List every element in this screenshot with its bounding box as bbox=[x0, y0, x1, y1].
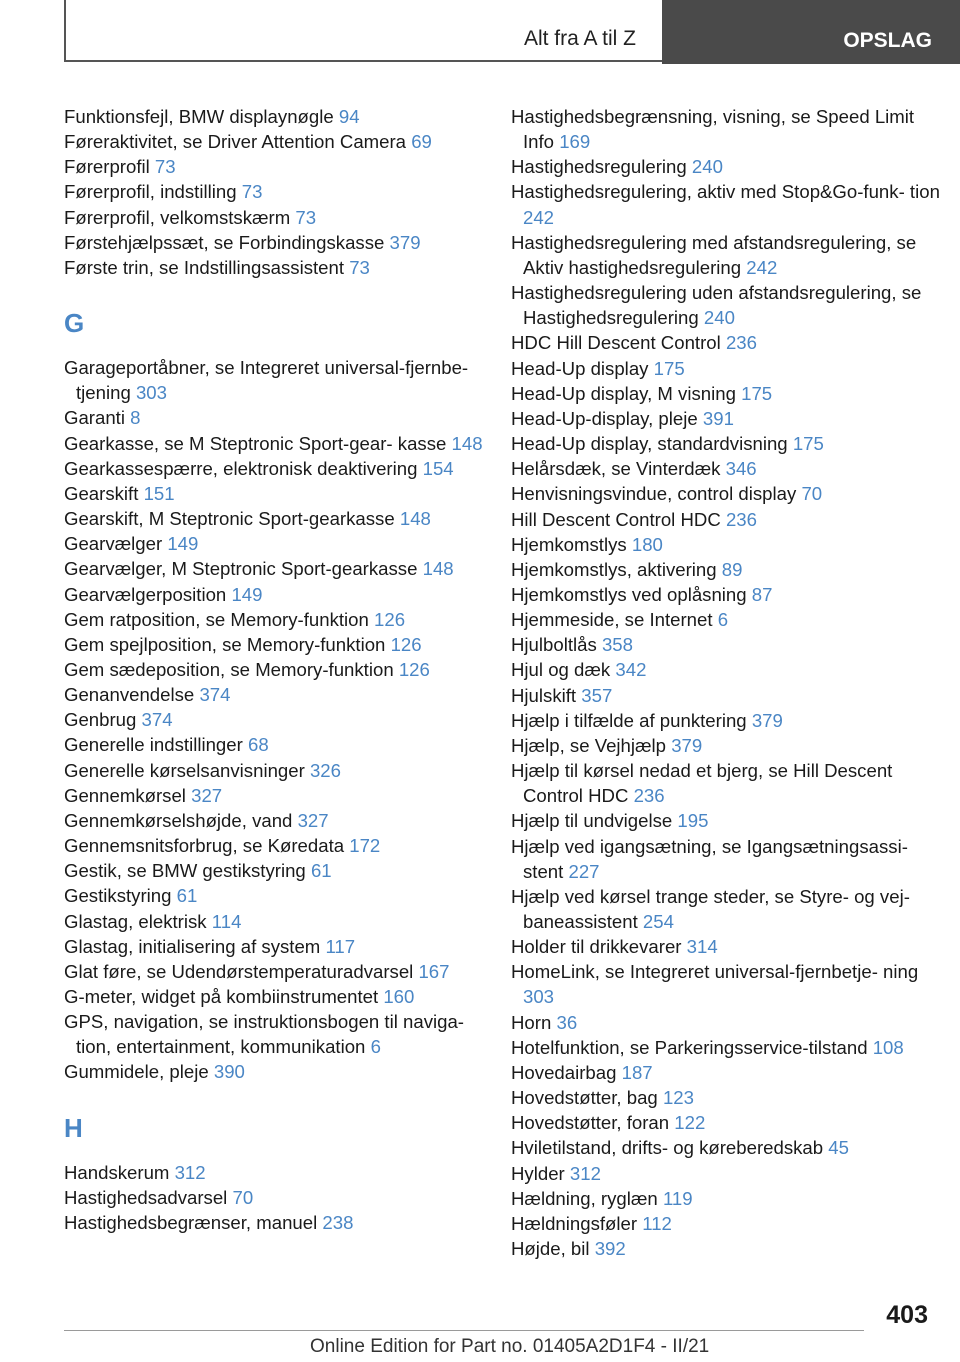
index-entry bbox=[64, 707, 484, 732]
index-page-link[interactable]: 126 bbox=[398, 658, 430, 680]
index-page-link[interactable]: 94 bbox=[338, 106, 360, 127]
index-page-link[interactable]: 358 bbox=[601, 634, 633, 656]
index-entry bbox=[511, 532, 941, 557]
index-entry-text: Førerprofil, indstilling bbox=[64, 181, 237, 203]
index-page-link[interactable]: 122 bbox=[674, 1112, 706, 1134]
index-entry-text: Hældningsføler bbox=[511, 1212, 638, 1234]
footer-divider bbox=[64, 1330, 864, 1331]
index-entry-text: Hastighedsregulering, aktiv med Stop&Go-funk‐ tion bbox=[511, 181, 940, 203]
index-entry bbox=[64, 657, 484, 682]
index-page-link[interactable]: 346 bbox=[725, 458, 757, 480]
index-entry bbox=[511, 431, 941, 456]
index-entry-text: Gearskift, M Steptronic Sport-gearkasse bbox=[64, 508, 395, 530]
index-entry-text: Hjulskift bbox=[511, 684, 577, 706]
index-entry bbox=[64, 255, 484, 280]
index-page-link[interactable]: 45 bbox=[828, 1137, 849, 1159]
index-entry bbox=[64, 682, 484, 707]
index-entry-text: G-meter, widget på kombiinstrumentet bbox=[64, 986, 379, 1007]
index-page-link[interactable]: 227 bbox=[568, 860, 600, 882]
index-entry-text: Handskerum bbox=[64, 1161, 170, 1183]
index-entry-text: Gem spejlposition, se Memory-funktion bbox=[64, 633, 386, 655]
index-page-link[interactable]: 69 bbox=[411, 131, 432, 153]
index-entry-text: Gearskift bbox=[64, 482, 139, 504]
index-entry bbox=[511, 607, 941, 632]
section-title: Alt fra A til Z bbox=[523, 27, 636, 50]
index-column-right bbox=[511, 104, 941, 1261]
index-entry-text: Hylder bbox=[511, 1162, 565, 1184]
index-entry bbox=[64, 1059, 484, 1084]
index-entry bbox=[64, 154, 484, 179]
index-entry bbox=[511, 1211, 941, 1236]
index-entry bbox=[64, 205, 484, 230]
index-entry bbox=[511, 381, 941, 406]
index-page-link[interactable]: 89 bbox=[721, 558, 743, 580]
index-entry-text: Glastag, elektrisk bbox=[64, 910, 207, 932]
index-page-link[interactable]: 36 bbox=[556, 1011, 578, 1033]
index-entry bbox=[511, 280, 941, 330]
index-page-link[interactable]: 240 bbox=[691, 156, 723, 178]
index-entry-text: Head-Up-display, pleje bbox=[511, 407, 698, 429]
index-entry bbox=[64, 1185, 484, 1210]
index-entry-text: Glat føre, se Udendørstemperaturadvarsel bbox=[64, 960, 414, 982]
index-entry bbox=[511, 507, 941, 532]
index-entry bbox=[64, 883, 484, 908]
index-entry-text: Gestikstyring bbox=[64, 885, 172, 907]
index-page-link[interactable]: 61 bbox=[310, 860, 332, 882]
index-entry bbox=[64, 607, 484, 632]
index-page-link[interactable]: 312 bbox=[174, 1161, 206, 1183]
index-entry-text: Gem ratposition, se Memory-funktion bbox=[64, 608, 369, 630]
index-entry bbox=[64, 179, 484, 204]
index-page-link[interactable]: 240 bbox=[703, 307, 735, 329]
index-entry bbox=[511, 1110, 941, 1135]
index-entry bbox=[511, 1236, 941, 1261]
index-entry-text: Hovedairbag bbox=[511, 1061, 617, 1083]
index-entry-text: Genanvendelse bbox=[64, 684, 195, 706]
index-page-link[interactable]: 149 bbox=[231, 583, 263, 605]
index-entry bbox=[511, 1085, 941, 1110]
index-entry-text: Hjælp i tilfælde af punktering bbox=[511, 709, 747, 731]
index-entry-text: Føreraktivitet, se Driver Attention Camera bbox=[64, 131, 407, 153]
index-entry bbox=[64, 783, 484, 808]
index-entry bbox=[511, 582, 941, 607]
index-page-link[interactable]: 117 bbox=[325, 935, 356, 957]
index-entry bbox=[511, 834, 941, 884]
index-entry bbox=[511, 356, 941, 381]
index-page-link[interactable]: 357 bbox=[581, 684, 613, 706]
index-entry-text: Hjemkomstlys ved oplåsning bbox=[511, 583, 747, 605]
index-page-link[interactable]: 180 bbox=[631, 533, 663, 555]
index-page-link[interactable]: 379 bbox=[389, 231, 421, 253]
index-entry-text: HDC Hill Descent Control bbox=[511, 332, 721, 354]
index-entry-text: Gearvælger, M Steptronic Sport-gearkasse bbox=[64, 558, 418, 580]
index-entry bbox=[511, 1161, 941, 1186]
index-entry bbox=[64, 1210, 484, 1235]
index-page-link[interactable]: 374 bbox=[199, 684, 231, 706]
index-entry-text: Førstehjælpssæt, se Forbindingskasse bbox=[64, 231, 385, 253]
index-page-link[interactable]: 68 bbox=[247, 734, 269, 756]
index-column-left bbox=[64, 104, 484, 1235]
index-page-link[interactable]: 148 bbox=[399, 508, 431, 530]
index-page-link[interactable]: 392 bbox=[594, 1238, 626, 1260]
index-entry bbox=[511, 1060, 941, 1085]
index-entry-text: Hastighedsbegrænser, manuel bbox=[64, 1211, 318, 1233]
index-entry bbox=[64, 431, 484, 456]
index-entry bbox=[511, 1035, 941, 1060]
index-page-link[interactable]: 112 bbox=[642, 1212, 672, 1234]
index-page-link[interactable]: 108 bbox=[872, 1036, 904, 1058]
index-page-link[interactable]: 175 bbox=[792, 433, 824, 455]
index-entry-text: Hjælp ved igangsætning, se Igangsætningsassi‐ stent bbox=[511, 835, 908, 882]
index-entry bbox=[511, 657, 941, 682]
index-page-link[interactable]: 326 bbox=[309, 759, 341, 781]
index-page-link[interactable]: 236 bbox=[725, 332, 757, 354]
index-entry-text: Gearvælgerposition bbox=[64, 583, 227, 605]
index-page-link[interactable]: 73 bbox=[241, 181, 263, 203]
page-number: 403 bbox=[886, 1301, 928, 1329]
index-page-link[interactable]: 242 bbox=[746, 256, 778, 278]
index-page-link[interactable]: 126 bbox=[374, 608, 406, 630]
index-entry bbox=[64, 1009, 484, 1059]
index-entry bbox=[64, 732, 484, 757]
index-entry bbox=[64, 758, 484, 783]
index-page-link[interactable]: 61 bbox=[176, 885, 198, 907]
index-page-link[interactable]: 70 bbox=[232, 1186, 254, 1208]
chapter-tab-label: OPSLAG bbox=[843, 29, 932, 52]
index-page-link[interactable]: 148 bbox=[422, 558, 454, 580]
index-page-link[interactable]: 6 bbox=[370, 1036, 381, 1058]
index-entry-text: Gummidele, pleje bbox=[64, 1061, 209, 1083]
index-page-link[interactable]: 70 bbox=[801, 483, 823, 505]
index-entry bbox=[511, 683, 941, 708]
index-page-link[interactable]: 160 bbox=[383, 986, 415, 1007]
index-entry-text: Gem sædeposition, se Memory-funktion bbox=[64, 658, 394, 680]
index-entry bbox=[64, 959, 484, 984]
index-page-link[interactable]: 148 bbox=[451, 432, 483, 454]
index-entry-text: Hjemmeside, se Internet bbox=[511, 609, 713, 631]
index-entry-text: Hovedstøtter, bag bbox=[511, 1087, 658, 1109]
index-entry-text: Hjul og dæk bbox=[511, 659, 611, 681]
index-entry bbox=[511, 481, 941, 506]
index-page-link[interactable]: 6 bbox=[717, 609, 729, 631]
index-entry bbox=[511, 179, 941, 229]
index-entry bbox=[64, 984, 484, 1009]
index-entry bbox=[64, 129, 484, 154]
index-entry-text: Generelle indstillinger bbox=[64, 734, 243, 756]
index-page-link[interactable]: 149 bbox=[167, 533, 199, 555]
index-entry bbox=[64, 355, 484, 405]
index-page-link[interactable]: 73 bbox=[295, 206, 317, 228]
index-entry-text: Horn bbox=[511, 1011, 552, 1033]
index-entry bbox=[64, 531, 484, 556]
index-entry-text: Hastighedsadvarsel bbox=[64, 1186, 228, 1208]
index-entry-text: Førerprofil, velkomstskærm bbox=[64, 206, 291, 228]
index-page-link[interactable]: 312 bbox=[569, 1162, 601, 1184]
index-entry-text: Garageportåbner, se Integreret universal-fjernbe‐ tjening bbox=[64, 357, 469, 404]
index-entry-text: Hastighedsbegrænsning, visning, se Speed Limit Info bbox=[511, 106, 915, 153]
index-page-link[interactable]: 73 bbox=[349, 256, 370, 278]
index-entry-text: Hill Descent Control HDC bbox=[511, 508, 721, 530]
index-entry-text: Helårsdæk, se Vinterdæk bbox=[511, 458, 721, 480]
index-entry-text: Gearkasse, se M Steptronic Sport-gear‐ kasse bbox=[64, 432, 447, 454]
index-entry-text: GPS, navigation, se instruktionsbogen til naviga‐ tion, entertainment, kommunikation bbox=[64, 1011, 464, 1058]
index-page-link[interactable]: 73 bbox=[154, 156, 176, 178]
index-page-link[interactable]: 236 bbox=[633, 785, 665, 807]
index-page-link[interactable]: 187 bbox=[621, 1061, 653, 1083]
index-page-link[interactable]: 254 bbox=[642, 911, 674, 932]
index-page-link[interactable]: 154 bbox=[422, 457, 454, 479]
index-page-link[interactable]: 314 bbox=[686, 936, 718, 958]
index-page-link[interactable]: 303 bbox=[135, 382, 167, 404]
index-entry-text: Gennemkørselshøjde, vand bbox=[64, 809, 293, 831]
index-entry bbox=[64, 456, 484, 481]
index-page-link[interactable]: 172 bbox=[349, 835, 381, 857]
index-entry bbox=[64, 909, 484, 934]
index-entry-text: Gennemsnitsforbrug, se Køredata bbox=[64, 835, 345, 857]
index-entry bbox=[511, 733, 941, 758]
index-entry-text: Hastighedsregulering uden afstandsregulering, se Hastighedsregulering bbox=[511, 282, 922, 329]
index-page-link[interactable]: 175 bbox=[741, 382, 773, 404]
index-entry bbox=[64, 833, 484, 858]
index-entry bbox=[511, 632, 941, 657]
index-entry-text: Hjemkomstlys, aktivering bbox=[511, 558, 717, 580]
index-entry bbox=[511, 808, 941, 833]
index-letter-heading: G bbox=[64, 308, 85, 339]
index-page-link[interactable]: 175 bbox=[653, 357, 685, 379]
index-entry-text: Glastag, initialisering af system bbox=[64, 935, 321, 957]
index-entry-text: Hotelfunktion, se Parkeringsservice-tilstand bbox=[511, 1036, 868, 1058]
index-entry-text: Højde, bil bbox=[511, 1238, 590, 1260]
index-page-link[interactable]: 169 bbox=[559, 131, 591, 153]
index-page-link[interactable]: 236 bbox=[725, 508, 757, 530]
index-entry-text: Generelle kørselsanvisninger bbox=[64, 759, 305, 781]
index-entry bbox=[64, 858, 484, 883]
index-entry-text: Gearvælger bbox=[64, 533, 163, 555]
index-page-link[interactable]: 342 bbox=[615, 659, 647, 681]
index-entry-text: Henvisningsvindue, control display bbox=[511, 483, 797, 505]
index-entry-text: Gestik, se BMW gestikstyring bbox=[64, 860, 306, 882]
index-entry bbox=[511, 708, 941, 733]
index-entry-text: Første trin, se Indstillingsassistent bbox=[64, 256, 345, 278]
index-page-link[interactable]: 126 bbox=[390, 633, 422, 655]
index-entry bbox=[511, 330, 941, 355]
footer-edition-text: Online Edition for Part no. 01405A2D1F4 - II/21 bbox=[310, 1336, 710, 1357]
index-page-link[interactable]: 374 bbox=[141, 709, 173, 731]
index-page-link[interactable]: 114 bbox=[211, 910, 242, 932]
index-entry-text: Hastighedsregulering med afstandsregulering, se Aktiv hastighedsregulering bbox=[511, 231, 917, 278]
index-page-link[interactable]: 195 bbox=[677, 810, 709, 832]
index-page-link[interactable]: 123 bbox=[662, 1087, 694, 1109]
index-entry-text: Head-Up display, M visning bbox=[511, 382, 736, 404]
index-entry bbox=[511, 104, 941, 154]
index-page-link[interactable]: 327 bbox=[297, 809, 329, 831]
index-entry-text: Gennemkørsel bbox=[64, 784, 186, 806]
index-entry bbox=[511, 230, 941, 280]
index-entry bbox=[511, 1135, 941, 1160]
index-entry-text: Hastighedsregulering bbox=[511, 156, 687, 178]
index-entry bbox=[64, 1160, 484, 1185]
index-page-link[interactable]: 303 bbox=[523, 986, 555, 1008]
index-entry-text: Hviletilstand, drifts- og køreberedskab bbox=[511, 1137, 824, 1159]
index-entry bbox=[511, 934, 941, 959]
index-entry-text: Hjælp ved kørsel trange steder, se Styre- og vej‐ baneassistent bbox=[511, 885, 910, 932]
index-entry-text: Head-Up display, standardvisning bbox=[511, 433, 788, 455]
index-entry-text: HomeLink, se Integreret universal-fjernbetje‐ ning bbox=[511, 961, 919, 983]
index-page-link[interactable]: 242 bbox=[523, 206, 555, 228]
index-entry-text: Head-Up display bbox=[511, 357, 649, 379]
index-entry-text: Hovedstøtter, foran bbox=[511, 1112, 670, 1134]
index-entry-text: Hældning, ryglæn bbox=[511, 1187, 658, 1209]
index-entry bbox=[64, 230, 484, 255]
index-entry bbox=[511, 456, 941, 481]
index-entry bbox=[64, 632, 484, 657]
index-page-link[interactable]: 151 bbox=[143, 482, 175, 504]
index-entry bbox=[511, 557, 941, 582]
index-entry bbox=[64, 506, 484, 531]
index-page-link[interactable]: 379 bbox=[751, 709, 783, 731]
index-page-link[interactable]: 167 bbox=[418, 960, 450, 982]
index-entry bbox=[64, 104, 484, 129]
index-entry bbox=[511, 959, 941, 1009]
index-entry-text: Hjulboltlås bbox=[511, 634, 597, 656]
index-entry bbox=[64, 481, 484, 506]
index-entry-text: Hjemkomstlys bbox=[511, 533, 627, 555]
index-entry bbox=[511, 154, 941, 179]
index-entry bbox=[64, 582, 484, 607]
index-entry-text: Garanti bbox=[64, 407, 125, 429]
index-entry bbox=[511, 884, 941, 934]
chapter-tab[interactable] bbox=[662, 0, 960, 64]
index-entry bbox=[511, 406, 941, 431]
index-page-link[interactable]: 8 bbox=[130, 407, 141, 429]
index-entry bbox=[64, 405, 484, 430]
index-page-link[interactable]: 238 bbox=[322, 1211, 354, 1233]
index-entry-text: Førerprofil bbox=[64, 156, 150, 178]
index-page-link[interactable]: 327 bbox=[191, 784, 223, 806]
index-page-link[interactable]: 379 bbox=[671, 734, 703, 756]
index-page-link[interactable]: 119 bbox=[662, 1187, 693, 1209]
index-entry-text: Hjælp, se Vejhjælp bbox=[511, 734, 667, 756]
index-page-link[interactable]: 391 bbox=[702, 407, 734, 429]
index-page-link[interactable]: 390 bbox=[213, 1061, 245, 1083]
index-entry-text: Gearkassespærre, elektronisk deaktivering bbox=[64, 457, 418, 479]
index-letter-heading: H bbox=[64, 1112, 83, 1143]
index-entry-text: Holder til drikkevarer bbox=[511, 936, 682, 958]
index-entry bbox=[64, 808, 484, 833]
index-entry bbox=[64, 934, 484, 959]
index-entry-text: Hjælp til undvigelse bbox=[511, 810, 673, 832]
index-page-link[interactable]: 87 bbox=[751, 583, 773, 605]
index-entry bbox=[511, 758, 941, 808]
index-entry bbox=[511, 1010, 941, 1035]
index-entry bbox=[64, 556, 484, 581]
index-entry-text: Hjælp til kørsel nedad et bjerg, se Hill Descent Control HDC bbox=[511, 760, 893, 807]
index-entry-text: Funktionsfejl, BMW displaynøgle bbox=[64, 106, 334, 127]
index-entry-text: Genbrug bbox=[64, 709, 137, 731]
index-entry bbox=[511, 1186, 941, 1211]
